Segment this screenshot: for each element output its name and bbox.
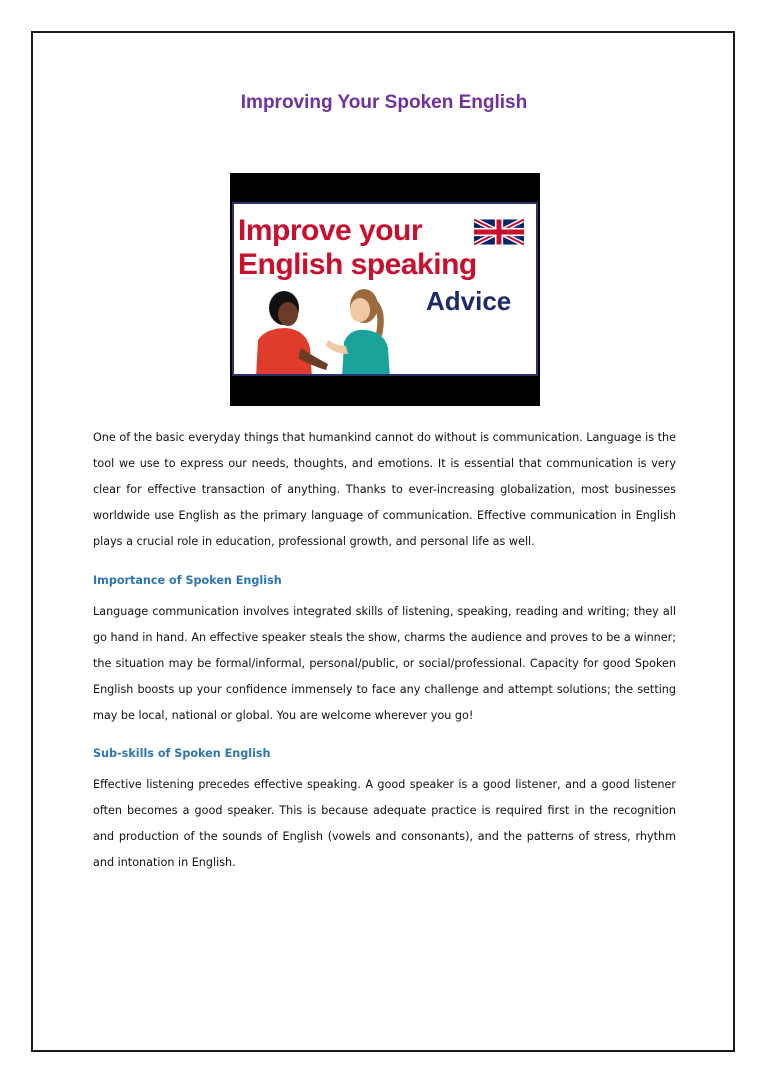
intro-paragraph: One of the basic everyday things that humankind cannot do without is communication. Language is the tool we use to express our needs, thoughts, and emotions. It is essential that communication is very clear for effective transaction of anything. Thanks to ever-increasing globalization, most businesses worldwide use English as the primary language of communication. Effective communication in English plays a crucial role in education, professional growth, and personal life as well. [93, 431, 676, 548]
section-paragraph: Language communication involves integrated skills of listening, speaking, reading and writing; they all go hand in hand. An effective speaker steals the show, charms the audience and proves to be a winner; the situation may be formal/informal, personal/public, or social/professional. Capacity for good Spoken English boosts up your confidence immensely to face any challenge and attempt solutions; the setting may be local, national or global. You are welcome wherever you go! [93, 605, 676, 722]
section-heading: Importance of Spoken English [93, 574, 282, 587]
hero-advice-label: Advice [426, 286, 512, 316]
hero-headline-line2: English speaking [238, 248, 477, 281]
people-talking-illustration [246, 278, 416, 376]
hero-headline-line1: Improve your [238, 214, 423, 247]
hero-image [230, 173, 540, 406]
document-title: Improving Your Spoken English [240, 92, 528, 113]
section-paragraph: Effective listening precedes effective speaking. A good speaker is a good listener, and a good listener often becomes a good speaker. This is because adequate practice is required first in the recognition and production of the sounds of English (vowels and consonants), and the patterns of stress, rhythm and intonation in English. [93, 778, 676, 869]
section-heading: Sub-skills of Spoken English [93, 747, 271, 760]
article-body [93, 425, 676, 876]
hero-banner [232, 202, 538, 376]
uk-flag-icon [474, 218, 524, 246]
